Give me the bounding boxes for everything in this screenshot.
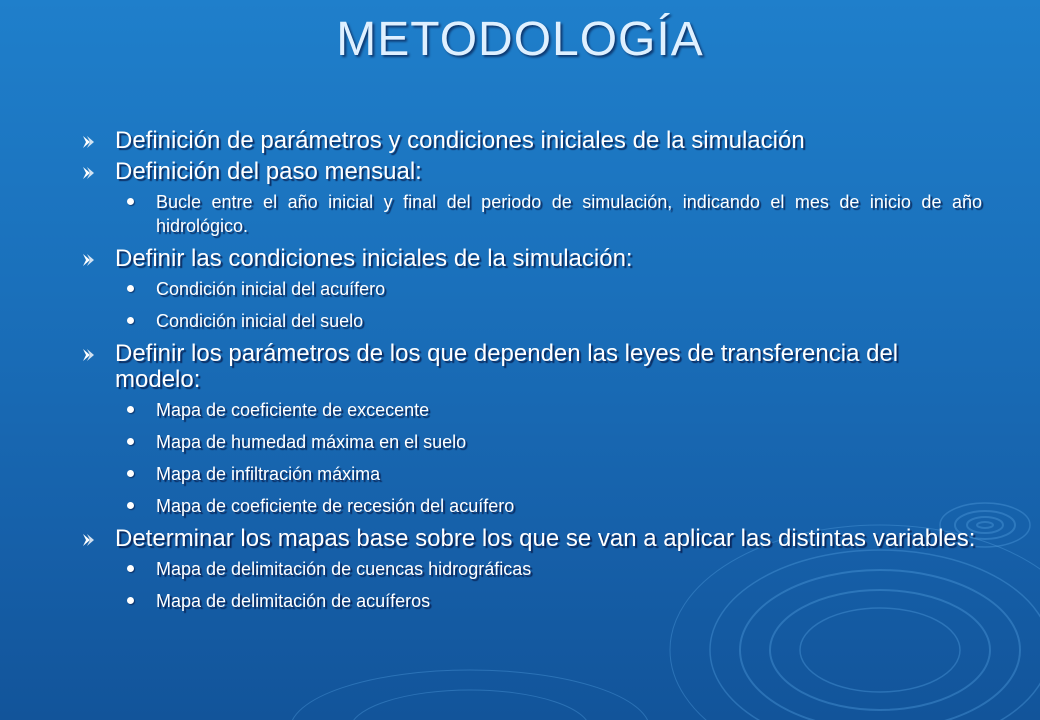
sub-list-item: [80, 557, 980, 581]
sub-item-text: Mapa de delimitación de cuencas hidrográficas: [156, 559, 532, 579]
dot-bullet-icon: [127, 285, 134, 292]
sub-item-text: Mapa de coeficiente de excecente: [156, 400, 430, 420]
dot-bullet-icon: [127, 502, 134, 509]
sub-item-text: Mapa de coeficiente de recesión del acuífero: [156, 496, 515, 516]
dot-bullet-icon: [127, 198, 134, 205]
list-item: [80, 128, 980, 154]
item-text: Determinar los mapas base sobre los que se van a aplicar las distintas variables:: [115, 525, 976, 552]
item-text: Definir las condiciones iniciales de la simulación:: [115, 245, 633, 272]
sub-item-text: Mapa de infiltración máxima: [156, 464, 381, 484]
item-text: Definir los parámetros de los que dependen las leyes de transferencia del modelo:: [115, 340, 899, 393]
sub-list-item: [80, 462, 980, 486]
sub-item-text: Condición inicial del suelo: [156, 311, 364, 331]
sub-list-item: [80, 309, 980, 333]
sub-item-text: Mapa de delimitación de acuíferos: [156, 591, 431, 611]
arrow-bullet-icon: [80, 252, 96, 268]
item-text: Definición de parámetros y condiciones iniciales de la simulación: [115, 127, 805, 154]
arrow-bullet-icon: [80, 134, 96, 150]
dot-bullet-icon: [127, 406, 134, 413]
sub-list-item: [80, 589, 980, 613]
dot-bullet-icon: [127, 317, 134, 324]
list-item: [80, 526, 980, 552]
arrow-bullet-icon: [80, 532, 96, 548]
sub-item-text: Bucle entre el año inicial y final del periodo de simulación, indicando el mes de inicio de año hidrológico.: [156, 192, 982, 236]
sub-list-item: [80, 277, 980, 301]
dot-bullet-icon: [127, 565, 134, 572]
dot-bullet-icon: [127, 438, 134, 445]
dot-bullet-icon: [127, 470, 134, 477]
bullet-list: [80, 128, 980, 621]
dot-bullet-icon: [127, 597, 134, 604]
sub-list-item: [80, 398, 980, 422]
arrow-bullet-icon: [80, 347, 96, 363]
sub-item-text: Mapa de humedad máxima en el suelo: [156, 432, 467, 452]
arrow-bullet-icon: [80, 165, 96, 181]
list-item: [80, 159, 980, 185]
sub-list-item: [80, 494, 980, 518]
sub-list-item: [80, 190, 982, 238]
sub-list-item: [80, 430, 980, 454]
slide-title: METODOLOGÍA: [336, 13, 704, 66]
sub-item-text: Condición inicial del acuífero: [156, 279, 386, 299]
list-item: [80, 246, 980, 272]
item-text: Definición del paso mensual:: [115, 158, 422, 185]
list-item: [80, 341, 980, 393]
